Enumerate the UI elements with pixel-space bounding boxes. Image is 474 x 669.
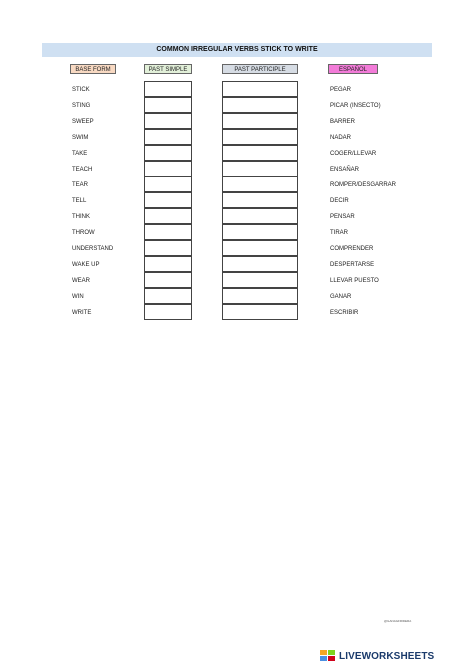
spanish-translation: NADAR	[330, 134, 352, 141]
header-espanol: ESPAÑOL	[328, 64, 378, 74]
past-simple-input[interactable]	[144, 224, 192, 240]
past-simple-input[interactable]	[144, 81, 192, 97]
spanish-translation: DECIR	[330, 198, 349, 205]
spanish-translation: LLEVAR PUESTO	[330, 277, 379, 284]
spanish-translation: DESPERTARSE	[330, 261, 375, 268]
past-participle-input[interactable]	[222, 304, 298, 320]
brand-name: LIVEWORKSHEETS	[339, 650, 435, 662]
verb-base-form: THINK	[72, 214, 90, 221]
header-base-form: BASE FORM	[70, 64, 116, 74]
past-participle-input[interactable]	[222, 272, 298, 288]
past-simple-input[interactable]	[144, 113, 192, 129]
verb-base-form: STING	[72, 102, 91, 109]
past-participle-input[interactable]	[222, 145, 298, 161]
past-simple-input[interactable]	[144, 145, 192, 161]
verb-base-form: WEAR	[72, 277, 90, 284]
past-participle-input[interactable]	[222, 113, 298, 129]
past-participle-input[interactable]	[222, 256, 298, 272]
past-participle-input[interactable]	[222, 192, 298, 208]
verb-base-form: TEACH	[72, 166, 93, 173]
verb-base-form: UNDERSTAND	[72, 246, 114, 252]
spanish-translation: COMPRENDER	[330, 246, 374, 252]
verb-base-form: WAKE UP	[72, 261, 100, 268]
verb-base-form: WIN	[72, 293, 84, 300]
header-past-simple: PAST SIMPLE	[144, 64, 192, 74]
past-participle-input[interactable]	[222, 129, 298, 145]
spanish-translation: ESCRIBIR	[330, 309, 359, 316]
spanish-translation: COGER/LLEVAR	[330, 150, 377, 157]
past-simple-input[interactable]	[144, 272, 192, 288]
verb-base-form: SWEEP	[72, 118, 94, 125]
past-simple-input[interactable]	[144, 256, 192, 272]
past-simple-input[interactable]	[144, 129, 192, 145]
spanish-translation: ENSAÑAR	[330, 166, 360, 173]
spanish-translation: BARRER	[330, 118, 356, 125]
verb-base-form: THROW	[72, 230, 95, 237]
spanish-translation: ROMPER/DESGARRAR	[330, 182, 397, 189]
past-participle-input[interactable]	[222, 208, 298, 224]
past-participle-input[interactable]	[222, 176, 298, 192]
past-participle-input[interactable]	[222, 81, 298, 97]
verb-base-form: WRITE	[72, 309, 92, 316]
worksheet-title: COMMON IRREGULAR VERBS STICK TO WRITE	[42, 43, 432, 57]
header-past-participle: PAST PARTICIPLE	[222, 64, 298, 74]
credit-handle: @ILANAGFRIDERA	[384, 619, 412, 623]
verb-base-form: SWIM	[72, 134, 89, 141]
past-participle-input[interactable]	[222, 240, 298, 256]
past-participle-input[interactable]	[222, 97, 298, 113]
spanish-translation: PEGAR	[330, 87, 352, 93]
past-participle-input[interactable]	[222, 161, 298, 177]
past-simple-input[interactable]	[144, 97, 192, 113]
past-participle-input[interactable]	[222, 224, 298, 240]
liveworksheets-logo-icon	[320, 650, 336, 662]
past-simple-input[interactable]	[144, 288, 192, 304]
liveworksheets-brand	[320, 649, 434, 663]
past-simple-input[interactable]	[144, 161, 192, 177]
past-simple-input[interactable]	[144, 208, 192, 224]
spanish-translation: TIRAR	[330, 230, 348, 237]
verb-base-form: TAKE	[72, 150, 88, 157]
spanish-translation: PICAR (INSECTO)	[330, 102, 381, 109]
spanish-translation: PENSAR	[330, 214, 355, 221]
past-simple-input[interactable]	[144, 240, 192, 256]
past-simple-input[interactable]	[144, 192, 192, 208]
verb-base-form: TEAR	[72, 182, 89, 189]
past-simple-input[interactable]	[144, 304, 192, 320]
verb-base-form: TELL	[72, 198, 87, 205]
verb-base-form: STICK	[72, 87, 90, 93]
past-simple-input[interactable]	[144, 176, 192, 192]
spanish-translation: GANAR	[330, 293, 352, 300]
past-participle-input[interactable]	[222, 288, 298, 304]
